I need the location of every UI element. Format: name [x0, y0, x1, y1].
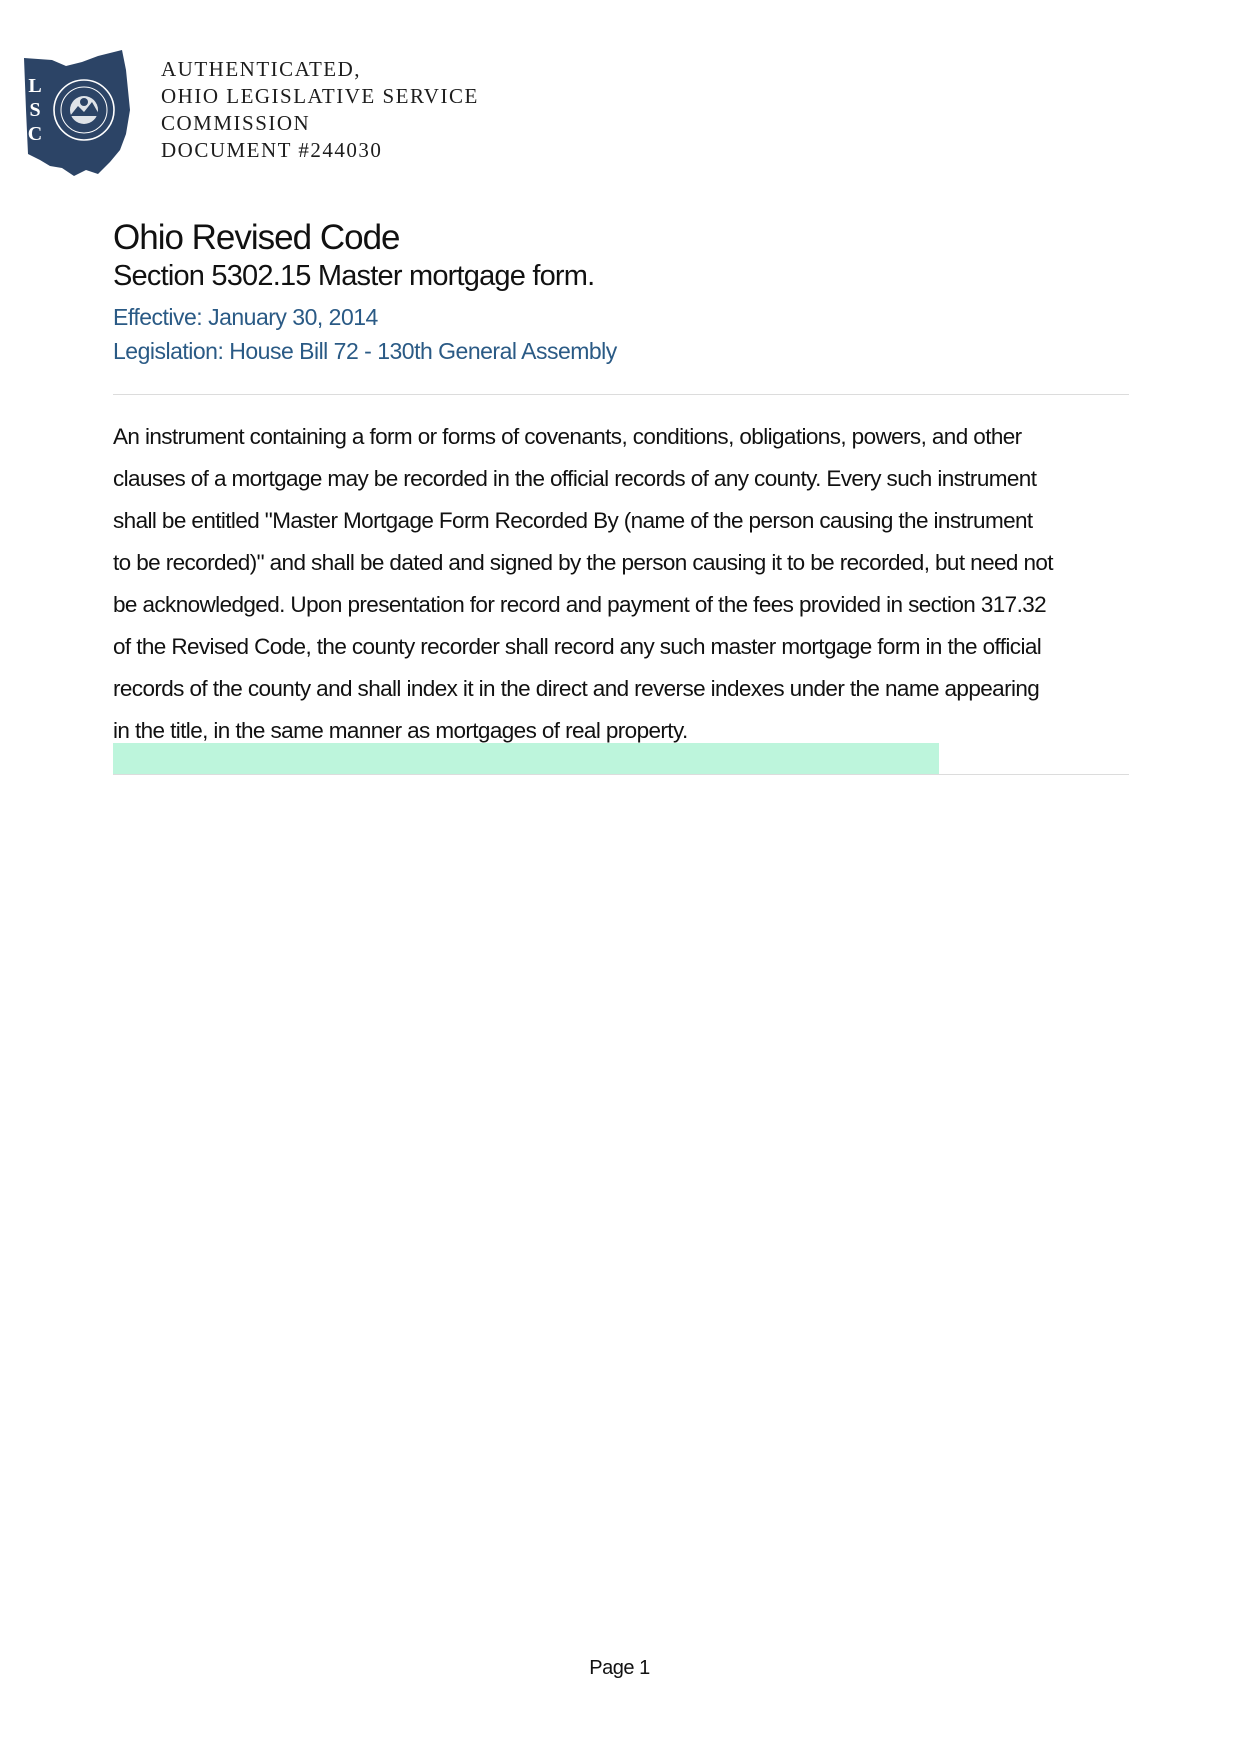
authentication-stamp — [161, 56, 479, 164]
page-number: Page 1 — [589, 1657, 650, 1679]
bottom-divider — [113, 774, 1129, 775]
body-line: An instrument containing a form or forms of covenants, conditions, obligations, powers, and other — [113, 424, 1022, 449]
ohio-lsc-logo-icon — [22, 50, 140, 178]
auth-line: AUTHENTICATED, — [161, 57, 362, 81]
logo-letter-s: S — [29, 99, 41, 121]
logo-letter-c: C — [27, 123, 43, 145]
auth-line: OHIO LEGISLATIVE SERVICE — [161, 84, 479, 108]
body-line: of the Revised Code, the county recorder shall record any such master mortgage form in the official — [113, 634, 1042, 659]
auth-line: COMMISSION — [161, 111, 311, 135]
section-title: Section 5302.15 Master mortgage form. — [113, 260, 595, 292]
body-line: to be recorded)" and shall be dated and signed by the person causing it to be recorded, but need not — [113, 550, 1053, 575]
legislation-info: Legislation: House Bill 72 - 130th General Assembly — [113, 338, 617, 364]
body-line: in the title, in the same manner as mortgages of real property. — [113, 718, 688, 743]
body-line: shall be entitled "Master Mortgage Form Recorded By (name of the person causing the instrument — [113, 508, 1033, 533]
top-divider — [113, 394, 1129, 395]
document-title: Ohio Revised Code — [113, 218, 400, 257]
body-line: be acknowledged. Upon presentation for record and payment of the fees provided in section 317.32 — [113, 592, 1047, 617]
body-line: clauses of a mortgage may be recorded in the official records of any county. Every such instrument — [113, 466, 1037, 491]
logo-letter-l: L — [28, 75, 42, 97]
body-line: records of the county and shall index it in the direct and reverse indexes under the name appearing — [113, 676, 1040, 701]
section-body — [113, 416, 1131, 752]
document-number: DOCUMENT #244030 — [161, 138, 383, 162]
effective-date: Effective: January 30, 2014 — [113, 304, 378, 330]
